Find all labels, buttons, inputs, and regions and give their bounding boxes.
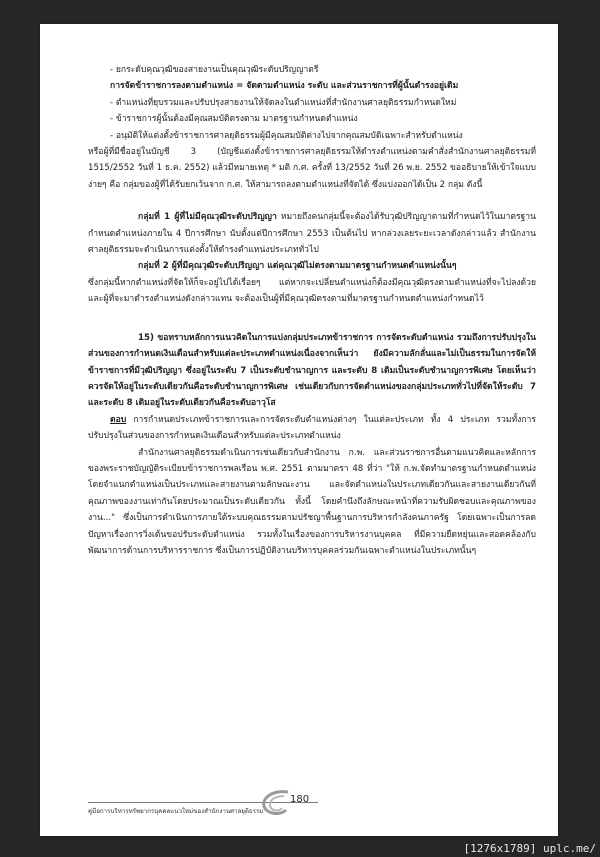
document-page bbox=[40, 24, 558, 836]
heading-staff-placement: การจัดข้าราชการลงตามตำแหน่ง = จัดตามตำแหน่ง ระดับ และส่วนราชการที่ผู้นั้นดำรงอยู่เดิม bbox=[110, 81, 459, 92]
group-1-paragraph bbox=[88, 209, 536, 258]
group-2-text: ซึ่งกลุ่มนี้หากตำแหน่งที่จัดให้ก็จะอยู่ไปได้เรื่อยๆ แต่หากจะเปลี่ยนตำแหน่งก็ต้องมีคุณวุฒิตรงตามตำแหน่งที่จะไปลงด้วย และผู้ที่จะมาดำรงตำแหน่งดังกล่าวแทน จะต้องเป็นผู้ที่มีคุณวุฒิตรงตามที่มาตรฐานกำหนดตำแหน่งกำหนดไว้ bbox=[88, 277, 536, 305]
answer-paragraph bbox=[88, 412, 536, 445]
bullet-merged-positions: - ตำแหน่งที่ยุบรวมและปรับปรุงสายงานให้จัดลงในตำแหน่งที่สำนักงานศาลยุติธรรมกำหนดใหม่ bbox=[110, 97, 457, 108]
bullet-approval-exception: - อนุมัติให้แต่งตั้งข้าราชการศาลยุติธรรมผู้มีคุณสมบัติต่างไปจากคุณสมบัติเฉพาะสำหรับตำแหน่ง bbox=[110, 130, 463, 141]
answer-text: การกำหนดประเภทข้าราชการและการจัดระดับตำแหน่งต่างๆ ในแต่ละประเภท ทั้ง 4 ประเภท รวมทั้งการปรับปรุงในส่วนของการกำหนดเงินเดือนสำหรับแต่ละประเภทตำแหน่ง bbox=[88, 414, 536, 442]
answer-label: ตอบ bbox=[110, 414, 127, 425]
group-1-heading: กลุ่มที่ 1 ผู้ที่ไม่มีคุณวุฒิระดับปริญญา bbox=[138, 212, 277, 223]
footer-title: คู่มือการบริหารทรัพยากรบุคคลแนวใหม่ของสำนักงานศาลยุติธรรม bbox=[88, 808, 264, 815]
watermark: [1276x1789] uplc.me/ bbox=[463, 842, 596, 855]
question-15: 15) ขอทราบหลักการแนวคิดในการแบ่งกลุ่มประเภทข้าราชการ การจัดระดับตำแหน่ง รวมถึงการปรับปรุงในส่วนของการกำหนดเงินเดือนสำหรับแต่ละประเภทตำแหน่งเนื่องจากเห็นว่า ยังมีความลักลั่นและไม่เป็นธรรมในการจัดให้ข้าราชการที่มีวุฒิปริญญา ซึ่งอยู่ในระดับ 7 เป็นระดับชำนาญการ และระดับ 8 เดิมเป็นระดับชำนาญการพิเศษ โดยเห็นว่าควรจัดให้อยู่ในระดับเดียวกันคือระดับชำนาญการพิเศษ เช่นเดียวกับการจัดตำแหน่งของกลุ่มประเภททั่วไปที่จัดให้ระดับ 7 และระดับ 8 เดิมอยู่ในระดับเดียวกันคือระดับอาวุโส bbox=[88, 332, 536, 409]
page-content bbox=[88, 62, 536, 559]
group-2-heading: กลุ่มที่ 2 ผู้ที่มีคุณวุฒิระดับปริญญา แต่คุณวุฒิไม่ตรงตามมาตรฐานกำหนดตำแหน่งนั้นๆ bbox=[138, 261, 457, 272]
answer-explanation: สำนักงานศาลยุติธรรมดำเนินการเช่นเดียวกับสำนักงาน ก.พ. และส่วนราชการอื่นตามแนวคิดและหลักการของพระราชบัญญัติระเบียบข้าราชการพลเรือน พ.ศ. 2551 ตามมาตรา 48 ที่ว่า "ให้ ก.พ.จัดทำมาตรฐานกำหนดตำแหน่งโดยจำแนกตำแหน่งเป็นประเภทและสายงานตามลักษณะงาน และจัดตำแหน่งในประเภทเดียวกันและสายงานเดียวกันที่คุณภาพของงานเท่ากันโดยประมาณเป็นระดับเดียวกัน ทั้งนี้ โดยคำนึงถึงลักษณะหน้าที่ความรับผิดชอบและคุณภาพของงาน..." ซึ่งเป็นการดำเนินการภายใต้ระบบคุณธรรมตามปรัชญาพื้นฐานการบริหารกำลังคนภาครัฐ โดยเฉพาะเป็นการลดปัญหาเรื่องการวิ่งเต้นขอปรับระดับตำแหน่ง รวมทั้งในเรื่องของการบริหารงานบุคคล ที่มีความยืดหยุ่นและสอดคล้องกับพัฒนาการด้านการบริหารราชการ ซึ่งเป็นการปฏิบัติงานบริหารบุคคลร่วมกันเฉพาะตำแหน่งในประเภทนั้นๆ bbox=[88, 447, 536, 556]
paragraph-list-3: หรือผู้ที่มีชื่ออยู่ในบัญชี 3 (บัญชีแต่งตั้งข้าราชการศาลยุติธรรมให้ดำรงตำแหน่งตามคำสั่งสำนักงานศาลยุติธรรมที่ 1515/2552 วันที่ 1 ธ.ค. 2552) แล้วมีหมายเหตุ * มติ ก.ศ. ครั้งที่ 13/2552 วันที่ 26 พ.ย. 2552 ขออธิบายให้เข้าใจแบบง่ายๆ คือ กลุ่มของผู้ที่ได้รับยกเว้นจาก ก.ศ. ให้สามารถลงตามตำแหน่งที่จัดได้ ซึ่งแบ่งออกได้เป็น 2 กลุ่ม ดังนี้ bbox=[88, 147, 536, 190]
bullet-qualification-match: - ข้าราชการผู้นั้นต้องมีคุณสมบัติตรงตาม มาตรฐานกำหนดตำแหน่ง bbox=[110, 114, 358, 125]
page-number: 180 bbox=[290, 794, 310, 805]
footer-swirl-logo bbox=[258, 788, 294, 818]
group-1-text: หมายถึงคนกลุ่มนี้จะต้องได้รับวุฒิปริญญาตามที่กำหนดไว้ในมาตรฐานกำหนดตำแหน่งภายใน 4 ปีการศึกษา นับตั้งแต่ปีการศึกษา 2553 เป็นต้นไป หากล่วงเลยระยะเวลาดังกล่าวแล้ว สำนักงานศาลยุติธรรมจะดำเนินการแต่งตั้งให้ดำรงตำแหน่งประเภททั่วไป bbox=[88, 212, 536, 256]
bullet-upgrade-qualification: - ยกระดับคุณวุฒิของสายงานเป็นคุณวุฒิระดับปริญญาตรี bbox=[110, 65, 319, 75]
